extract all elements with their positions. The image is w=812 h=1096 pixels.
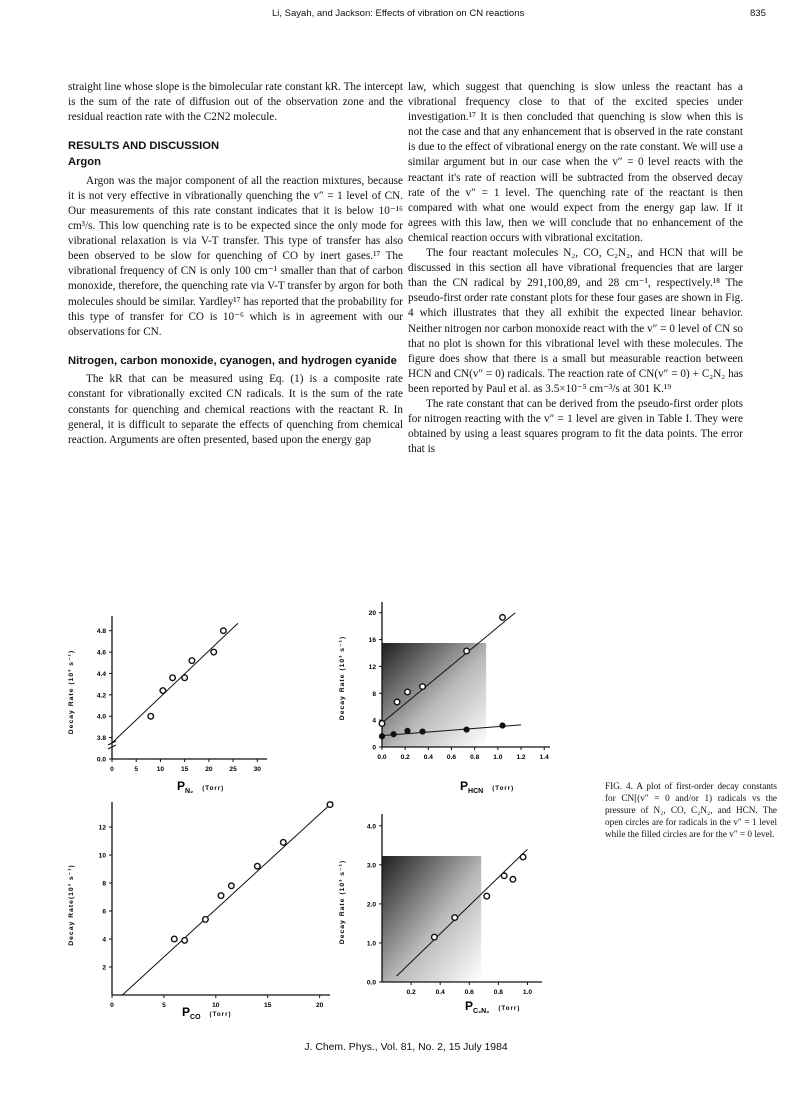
right-text-column: [408, 80, 743, 457]
filled-data-point: [464, 727, 469, 732]
x-tick-label: 0.4: [435, 989, 445, 996]
n2-decay-plot: [62, 612, 282, 800]
right-continued-paragraph: law, which suggest that quenching is slow unless the reactant has a vibrational frequency close to that of the excited species under investigation.¹⁷ It is then concluded that quenching is slow when this is not the case and that any enhancement that is observed in the rate constant is due to the effect of vibrational energy on the rate constant. We will use a similar argument but in our case when the v″ = 0 level reacts with the reactant it's rate of reaction will be subtracted from the observed decay rate of the v″ = 1 level. The quenching rate of the reactant is then compared with what one would expect from the energy gap law. If it agrees with this law, then we will conclude that no enhancement of the chemical reaction occurs with vibrational excitation.: [408, 81, 743, 244]
open-data-point: [405, 689, 411, 695]
open-data-point: [203, 917, 209, 923]
x-tick-label: 0.2: [406, 989, 416, 996]
y-tick-label: 16: [368, 637, 376, 645]
y-axis-label: Decay Rate (10³ s⁻¹): [68, 649, 75, 735]
filled-data-point: [391, 732, 396, 737]
argon-heading: Argon: [68, 156, 101, 169]
x-tick-label: 1.0: [522, 989, 533, 996]
filled-data-point: [420, 729, 425, 734]
open-data-point: [510, 877, 516, 883]
x-axis-label: $P_{C_2N_2}$ $^{(Torr)}$: [465, 999, 521, 1015]
y-tick-label: 1.0: [366, 940, 376, 948]
y-tick-label: 4: [102, 936, 106, 944]
x-tick-label: 15: [180, 766, 189, 773]
fit-line: [112, 623, 238, 743]
y-tick-label: 12: [368, 663, 376, 671]
open-data-point: [484, 893, 490, 899]
open-data-point: [221, 628, 227, 634]
open-data-point: [182, 675, 188, 681]
left-continued-paragraph: straight line whose slope is the bimolecular rate constant kR. The intercept is the sum of the rate of diffusion out of the observation zone and the residual reaction rate with the C2N2 molecule.: [68, 81, 403, 124]
open-data-point: [394, 699, 400, 705]
open-data-point: [379, 721, 385, 727]
x-axis-label: $P_{HCN}$ $^{(Torr)}$: [460, 779, 515, 795]
y-tick-label: 4.8: [96, 628, 106, 636]
x-tick-label: 0.2: [400, 754, 410, 761]
x-tick-label: 0.0: [377, 754, 387, 761]
hcn-decay-plot: [330, 598, 590, 804]
y-tick-label: 4.0: [96, 713, 106, 721]
x-axis-label: $P_{N_2}$ $^{(Torr)}$: [177, 779, 225, 795]
y-tick-label: 10: [98, 852, 106, 860]
x-tick-label: 1.2: [516, 754, 526, 761]
x-tick-label: 1.0: [493, 754, 503, 761]
open-data-point: [182, 938, 188, 944]
results-heading: RESULTS AND DISCUSSION: [68, 140, 220, 153]
nitrogen-paragraph: The kR that can be measured using Eq. (1) is a composite rate constant for vibrationally excited CN radicals. It is the sum of the rate constants for quenching and chemical reactions with the reactant R. In general, it is difficult to separate the effects of quenching from chemical reaction. Arguments are often presented, based upon the energy gap: [68, 373, 403, 446]
y-tick-label: 0.0: [366, 979, 376, 987]
y-tick-label: 4.4: [96, 670, 106, 678]
x-tick-label: 20: [205, 766, 213, 773]
x-tick-label: 5: [162, 1002, 166, 1009]
open-data-point: [452, 915, 458, 921]
y-axis-label: Decay Rate (10³ s⁻¹): [339, 859, 346, 945]
shaded-panel: [382, 856, 481, 982]
co-decay-plot: [62, 800, 342, 1028]
y-tick-label: 6: [102, 908, 106, 916]
open-data-point: [189, 658, 195, 664]
x-tick-label: 0.4: [423, 754, 433, 761]
open-data-point: [171, 936, 177, 942]
rate-constant-paragraph: The rate constant that can be derived from the pseudo-first order plots for nitrogen reacting with the v″ = 1 level are given in Table I. They were obtained by using a least squares program to fit the data points. The error that is: [408, 397, 743, 456]
x-tick-label: 1.4: [539, 754, 549, 761]
y-tick-label: 0.0: [96, 756, 106, 764]
y-tick-label: 20: [368, 610, 376, 618]
open-data-point: [255, 863, 261, 869]
x-tick-label: 0: [110, 766, 114, 773]
y-axis-label: Decay Rate (10³ s⁻¹): [339, 635, 346, 721]
x-tick-label: 0.6: [446, 754, 457, 761]
open-data-point: [160, 688, 166, 694]
y-tick-label: 0: [372, 744, 376, 752]
open-data-point: [464, 648, 470, 654]
y-axis-label: Decay Rate(10³ s⁻¹): [68, 864, 75, 946]
open-data-point: [148, 713, 154, 719]
page-number: 835: [750, 8, 766, 19]
open-data-point: [520, 854, 526, 860]
nitrogen-heading: Nitrogen, carbon monoxide, cyanogen, and hydrogen cyanide: [68, 354, 397, 367]
journal-footer: J. Chem. Phys., Vol. 81, No. 2, 15 July 1984: [304, 1042, 508, 1053]
filled-data-point: [405, 728, 410, 733]
open-data-point: [501, 873, 507, 879]
y-tick-label: 2: [102, 964, 106, 972]
open-data-point: [420, 684, 426, 690]
open-data-point: [170, 675, 176, 681]
fit-line: [122, 802, 333, 995]
open-data-point: [327, 802, 333, 808]
y-tick-label: 3.0: [366, 862, 376, 870]
open-data-point: [211, 649, 217, 655]
argon-paragraph: Argon was the major component of all the reaction mixtures, because it is not very effective in vibrationally quenching the v″ = 1 level of CN. Our measurements of this rate constant indicates that it is below 10⁻¹⁶ cm³/s. This low quenching rate is to be expected since the only mode for vibrational relaxation is via V-T transfer. This type of transfer has also been observed to be slow for quenching of CO by inert gases.¹⁷ The vibrational frequency of CN is only 100 cm⁻¹ smaller than that of carbon monoxide, therefore, the quenching rate via V-T transfer by argon for both molecules should be similar. Yardley¹⁷ has reported that the probability for this type of transfer for CO is 10⁻⁶ which is in agreement with our observations for CN.: [68, 174, 403, 338]
x-tick-label: 5: [134, 766, 139, 773]
y-tick-label: 12: [98, 824, 106, 832]
y-tick-label: 2.0: [366, 901, 376, 909]
y-tick-label: 3.8: [96, 735, 106, 743]
open-data-point: [229, 883, 235, 889]
running-header: Li, Sayah, and Jackson: Effects of vibration on CN reactions: [272, 8, 525, 19]
y-tick-label: 4: [372, 717, 376, 725]
x-tick-label: 20: [315, 1002, 324, 1009]
x-tick-label: 0.8: [470, 754, 480, 761]
y-tick-label: 4.6: [96, 649, 106, 657]
y-tick-label: 4.0: [366, 823, 376, 831]
open-data-point: [218, 893, 224, 899]
figure-caption: FIG. 4. A plot of first-order decay constants for CN[(v″ = 0 and/or 1) radicals vs the pressure of N₂, CO, C₂N₂, and HCN. The open circles are for radicals in the v″ = 1 level while the filled circles are for the v″ = 0 level.: [605, 781, 777, 840]
open-data-point: [500, 615, 506, 621]
left-text-column: [68, 80, 403, 448]
y-tick-label: 8: [372, 690, 376, 698]
x-tick-label: 0: [110, 1002, 114, 1009]
y-tick-label: 8: [102, 880, 106, 888]
y-tick-label: 4.2: [96, 692, 106, 700]
x-tick-label: 10: [156, 766, 165, 773]
x-tick-label: 30: [253, 766, 261, 773]
c2n2-decay-plot: [330, 812, 560, 1024]
x-axis-label: $P_{CO}$ $^{(Torr)}$: [182, 1005, 232, 1021]
open-data-point: [280, 840, 286, 846]
x-tick-label: 0.8: [493, 989, 503, 996]
x-tick-label: 10: [212, 1002, 220, 1009]
filled-data-point: [380, 734, 385, 739]
filled-data-point: [500, 723, 505, 728]
four-reactants-paragraph: The four reactant molecules N₂, CO, C₂N₂, and HCN that will be discussed in this section all have vibrational frequencies that are larger than the CN radical by 291,100,89, and 28 cm⁻¹, respectively.¹⁸ The pseudo-first order rate constant plots for these four gases are shown in Fig. 4 which illustrates that they all exhibit the expected linear behavior. Neither nitrogen nor carbon monoxide react with the v″ = 0 level of CN so that no plot is shown for this vibrational level with these molecules. The figure does show that there is a small but measurable reaction between HCN and CN(v″ = 0) radicals. The reaction rate of CN(v″ = 0) + C₂N₂ has been reported by Paul et al. as 3.5×10⁻⁵ cm⁻³/s at 301 K.¹⁹: [408, 247, 743, 395]
x-tick-label: 0.6: [464, 989, 474, 996]
x-tick-label: 25: [229, 766, 237, 773]
x-tick-label: 15: [264, 1002, 272, 1009]
open-data-point: [432, 934, 438, 940]
